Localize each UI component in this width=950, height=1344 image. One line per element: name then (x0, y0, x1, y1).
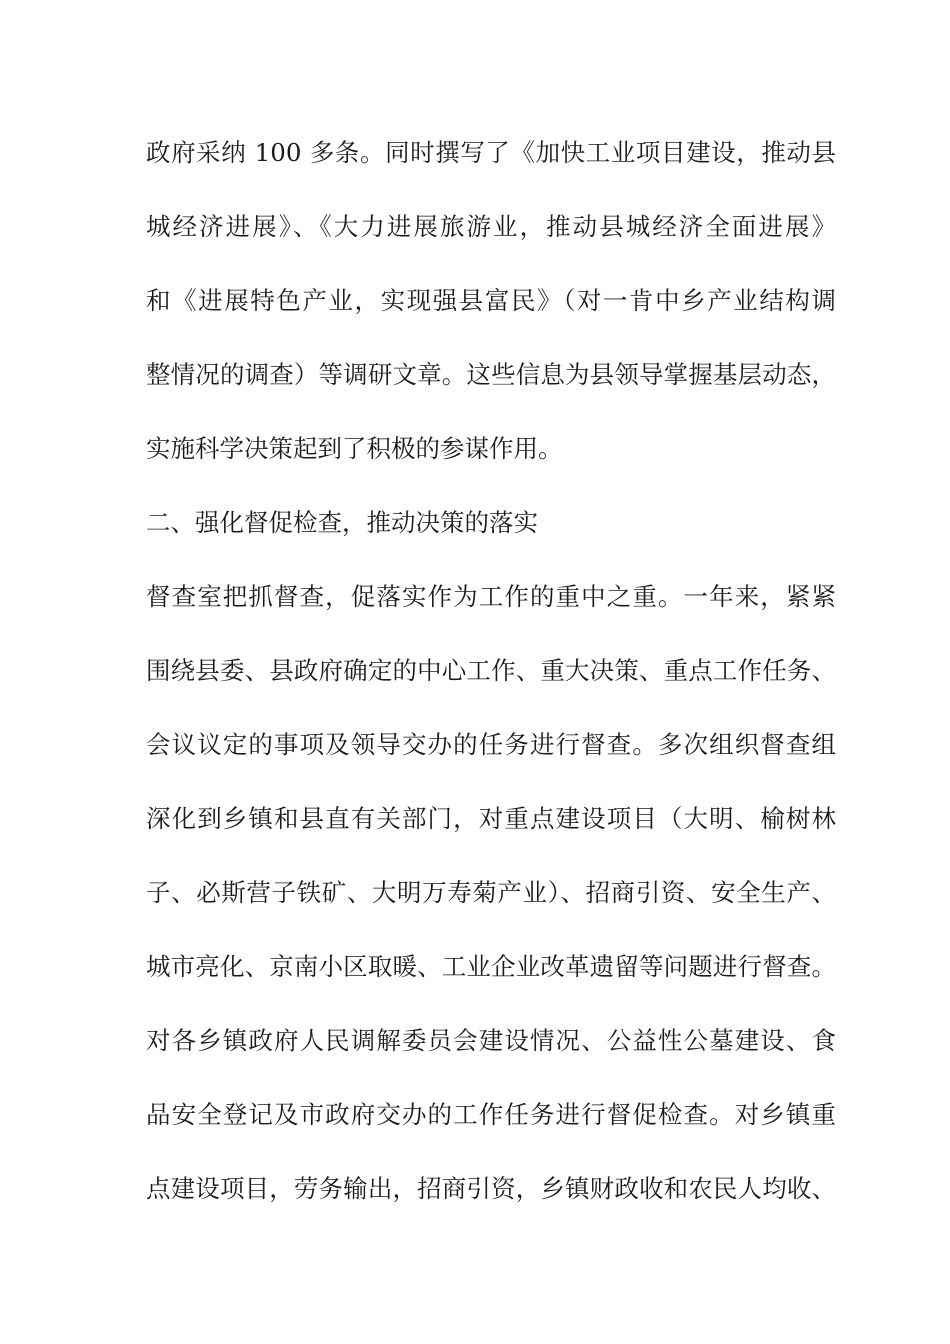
paragraph-line: 子、必斯营子铁矿、大明万寿菊产业）、招商引资、安全生产、 (146, 878, 836, 907)
paragraph-line: 围绕县委、县政府确定的中心工作、重大决策、重点工作任务、 (146, 656, 836, 685)
paragraph-line: 整情况的调查）等调研文章。这些信息为县领导掌握基层动态， (146, 360, 836, 389)
paragraph-line: 品安全登记及市政府交办的工作任务进行督促检查。对乡镇重 (146, 1100, 836, 1129)
paragraph-line: 政府采纳 100 多条。同时撰写了《加快工业项目建设，推动县 (146, 138, 836, 167)
paragraph-line: 实施科学决策起到了积极的参谋作用。 (146, 434, 563, 463)
paragraph-line: 点建设项目，劳务输出，招商引资，乡镇财政收和农民人均收、 (146, 1174, 836, 1203)
paragraph-line: 督查室把抓督查，促落实作为工作的重中之重。一年来，紧紧 (146, 582, 836, 611)
section-heading: 二、强化督促检查，推动决策的落实 (146, 508, 538, 537)
paragraph-line: 深化到乡镇和县直有关部门，对重点建设项目（大明、榆树林 (146, 804, 836, 833)
paragraph-line: 城市亮化、京南小区取暖、工业企业改革遗留等问题进行督查。 (146, 952, 836, 981)
paragraph-line: 和《进展特色产业，实现强县富民》（对一肯中乡产业结构调 (146, 286, 836, 315)
paragraph-line: 对各乡镇政府人民调解委员会建设情况、公益性公墓建设、食 (146, 1026, 836, 1055)
paragraph-line: 会议议定的事项及领导交办的任务进行督查。多次组织督查组 (146, 730, 836, 759)
paragraph-line: 城经济进展》、《大力进展旅游业，推动县城经济全面进展》 (146, 212, 836, 241)
